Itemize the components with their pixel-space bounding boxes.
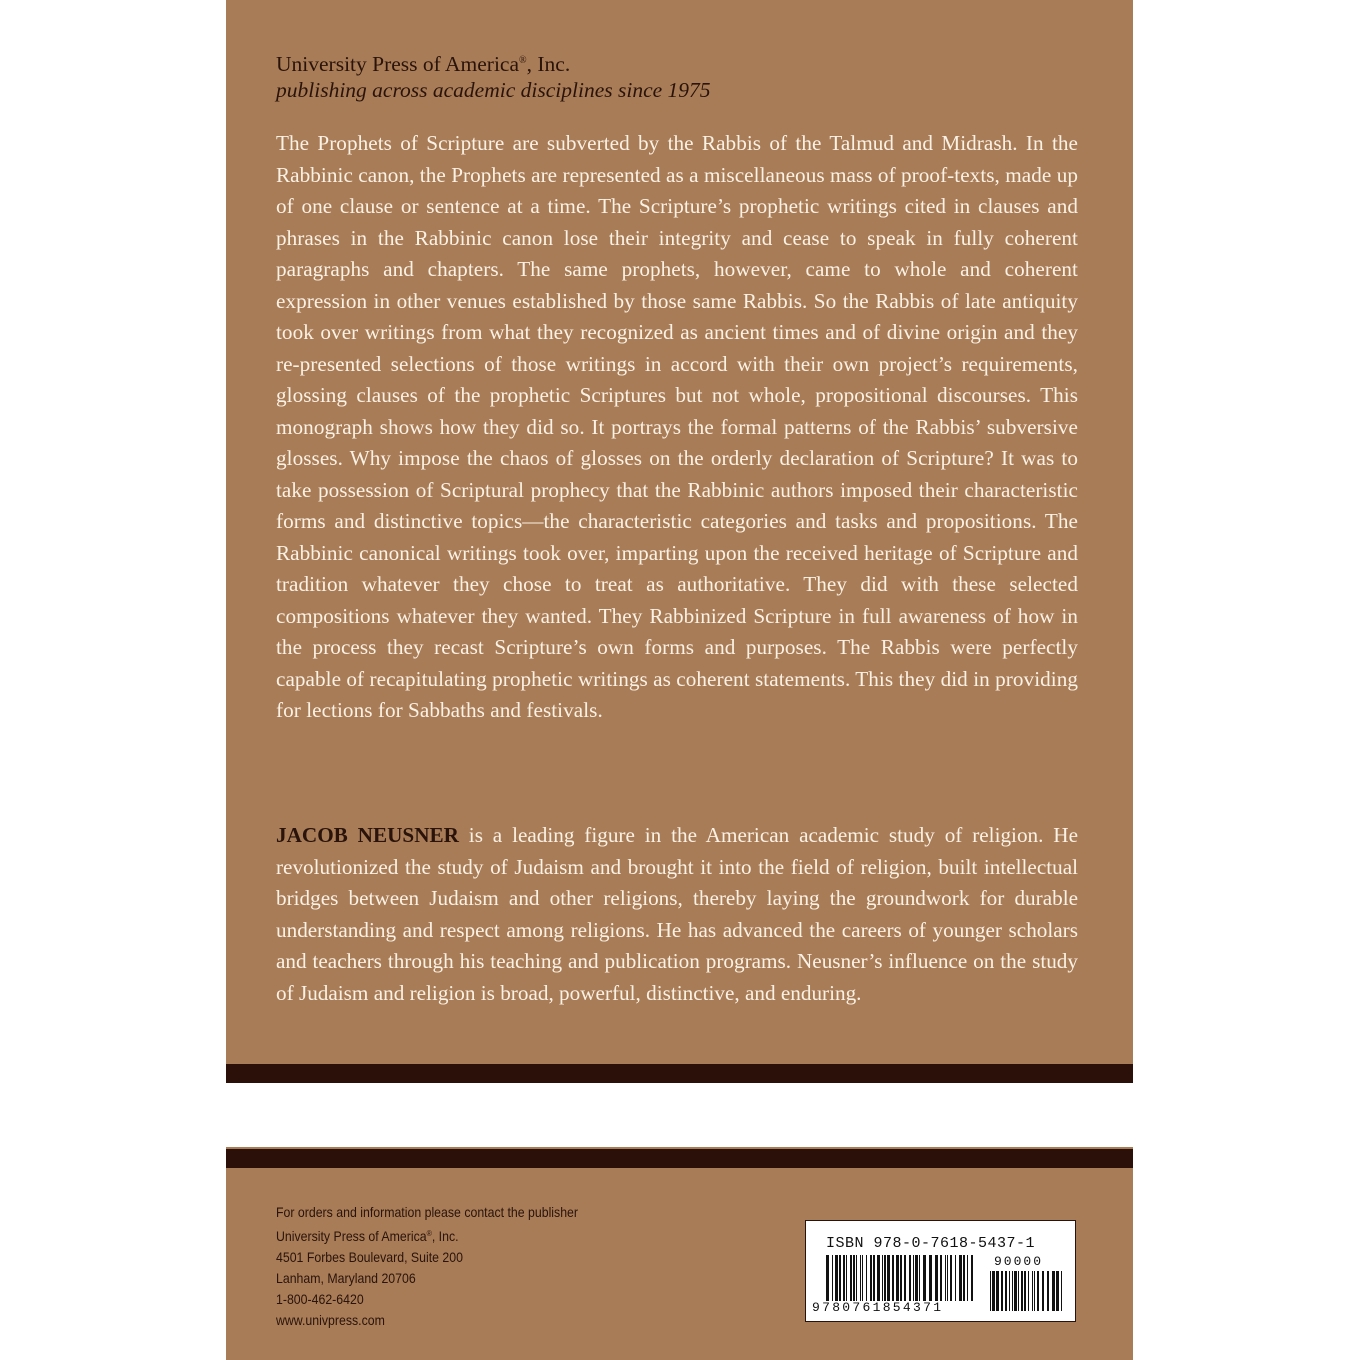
publisher-name-text: University Press of America xyxy=(276,52,520,76)
barcode-bar xyxy=(947,1255,948,1301)
barcode-bar xyxy=(940,1255,942,1301)
publisher-header xyxy=(276,48,1076,103)
barcode-bar xyxy=(850,1255,852,1301)
barcode-bar xyxy=(1024,1271,1026,1311)
barcode-bar xyxy=(1034,1271,1035,1311)
barcode-bar xyxy=(884,1255,886,1301)
author-name: JACOB NEUSNER xyxy=(276,823,459,847)
barcode-bar xyxy=(896,1255,899,1301)
white-band xyxy=(226,1083,1133,1147)
barcode-bar xyxy=(935,1255,938,1301)
barcode-bar xyxy=(892,1255,894,1301)
barcode-bar xyxy=(826,1255,829,1301)
barcode-bar xyxy=(929,1255,932,1301)
barcode-bar xyxy=(1032,1271,1033,1311)
barcode-bar xyxy=(853,1255,855,1301)
contact-website: www.univpress.com xyxy=(276,1312,385,1328)
barcode-bar xyxy=(904,1255,906,1301)
divider-bar-bottom xyxy=(226,1149,1133,1168)
author-bio-text: is a leading figure in the American academic study of religion. He revolutionized the study of Judaism and brought it into the field of religion, built intellectual bridges between Judaism and other religions, thereby laying the groundwork for durable understanding and respect among religions. He has advanced the careers of younger scholars and teachers through his teaching and publication programs. Neusner’s influence on the study of Judaism and religion is broad, powerful, distinctive, and enduring. xyxy=(276,823,1078,1005)
barcode-bar xyxy=(913,1255,914,1301)
barcode-bar xyxy=(959,1255,962,1301)
divider-bar-top xyxy=(226,1064,1133,1083)
addon-bars xyxy=(990,1271,1062,1311)
barcode-bar xyxy=(992,1271,995,1311)
contact-publisher-suffix: , Inc. xyxy=(431,1228,459,1244)
barcode-bar xyxy=(919,1255,920,1301)
barcode-bar xyxy=(1056,1271,1059,1311)
book-description: The Prophets of Scripture are subverted by the Rabbis of the Talmud and Midrash. In the Rabbinic canon, the Prophets are represented as a miscellaneous mass of proof-texts, made up of one clause or sentence at a time. The Scripture’s prophetic writings cited in clauses and phrases in the Rabbinic canon lose their integrity and cease to speak in fully coherent paragraphs and chapters. The same prophets, however, came to whole and coherent expression in other venues established by those same Rabbis. So the Rabbis of late antiquity took over writings from what they recognized as ancient times and of divine origin and they re-presented selections of those writings in accord with their own project’s requirements, glossing clauses of the prophetic Scriptures but not whole, propositional discourses. This monograph shows how they did so. It portrays the formal patterns of the Rabbis’ subversive glosses. Why impose the chaos of glosses on the orderly declaration of Scripture? It was to take possession of Scriptural prophecy that the Rabbinic authors imposed their characteristic forms and distinctive topics—the characteristic categories and tasks and propositions. The Rabbinic canonical writings took over, imparting upon the received heritage of Scripture and tradition whatever they chose to treat as authoritative. They did with these selected compositions whatever they wanted. They Rabbinized Scripture in full awareness of how in the process they recast Scripture’s own forms and purposes. The Rabbis were perfectly capable of recapitulating prophetic writings as coherent statements. This they did in providing for lections for Sabbaths and festivals. xyxy=(276,131,1078,722)
contact-registered-mark: ® xyxy=(426,1229,432,1238)
barcode-bar xyxy=(1061,1271,1062,1311)
contact-intro: For orders and information please contact the publisher xyxy=(276,1204,579,1220)
barcode-bar xyxy=(856,1255,857,1301)
barcode-bar xyxy=(887,1255,890,1301)
barcode-bar xyxy=(860,1255,861,1301)
registered-mark: ® xyxy=(519,55,527,66)
barcode-bar xyxy=(967,1255,968,1301)
price-addon-number: 90000 xyxy=(994,1254,1044,1269)
barcode-bar xyxy=(915,1255,918,1301)
publisher-name xyxy=(276,48,1076,77)
contact-publisher-name: University Press of America xyxy=(276,1228,427,1244)
ean-bars xyxy=(826,1255,973,1301)
barcode-bar xyxy=(866,1255,867,1301)
barcode-bar xyxy=(1014,1271,1017,1311)
barcode-bar xyxy=(996,1271,999,1311)
barcode-bar xyxy=(873,1255,875,1301)
publisher-suffix: , Inc. xyxy=(526,52,571,76)
barcode-bar xyxy=(839,1255,841,1301)
barcode-bar xyxy=(870,1255,872,1301)
isbn-barcode xyxy=(805,1220,1076,1322)
barcode-bar xyxy=(1009,1271,1010,1311)
barcode-bar xyxy=(835,1255,838,1301)
barcode-bar xyxy=(950,1255,952,1301)
barcode-bar xyxy=(971,1255,973,1301)
barcode-bar xyxy=(1012,1271,1013,1311)
ean-number: 9780761854371 xyxy=(812,1300,944,1315)
barcode-bar xyxy=(945,1255,946,1301)
barcode-bar xyxy=(1028,1271,1029,1311)
barcode-bar xyxy=(882,1255,883,1301)
barcode-bar xyxy=(900,1255,902,1301)
contact-publisher xyxy=(276,1223,646,1247)
barcode-bar xyxy=(1042,1271,1044,1311)
barcode-bar xyxy=(1021,1271,1023,1311)
barcode-bar xyxy=(1052,1271,1055,1311)
barcode-bar xyxy=(990,1271,991,1311)
contact-phone: 1-800-462-6420 xyxy=(276,1291,364,1307)
barcode-bar xyxy=(963,1255,965,1301)
barcode-bar xyxy=(877,1255,880,1301)
barcode-bar xyxy=(832,1255,833,1301)
isbn-number: ISBN 978-0-7618-5437-1 xyxy=(826,1235,1036,1252)
contact-city: Lanham, Maryland 20706 xyxy=(276,1270,416,1286)
publisher-contact xyxy=(276,1202,646,1331)
barcode-bar xyxy=(1047,1271,1049,1311)
publisher-tagline: publishing across academic disciplines since 1975 xyxy=(276,78,711,102)
contact-street: 4501 Forbes Boulevard, Suite 200 xyxy=(276,1249,463,1265)
barcode-bar xyxy=(955,1255,956,1301)
barcode-bar xyxy=(1018,1271,1019,1311)
barcode-bar xyxy=(862,1255,863,1301)
barcode-bar xyxy=(909,1255,911,1301)
barcode-bar xyxy=(923,1255,926,1301)
barcode-bar xyxy=(1001,1271,1003,1311)
barcode-bar xyxy=(846,1255,847,1301)
barcode-bar xyxy=(843,1255,845,1301)
barcode-bar xyxy=(1005,1271,1007,1311)
author-bio xyxy=(276,820,1078,1009)
barcode-bar xyxy=(1037,1271,1039,1311)
